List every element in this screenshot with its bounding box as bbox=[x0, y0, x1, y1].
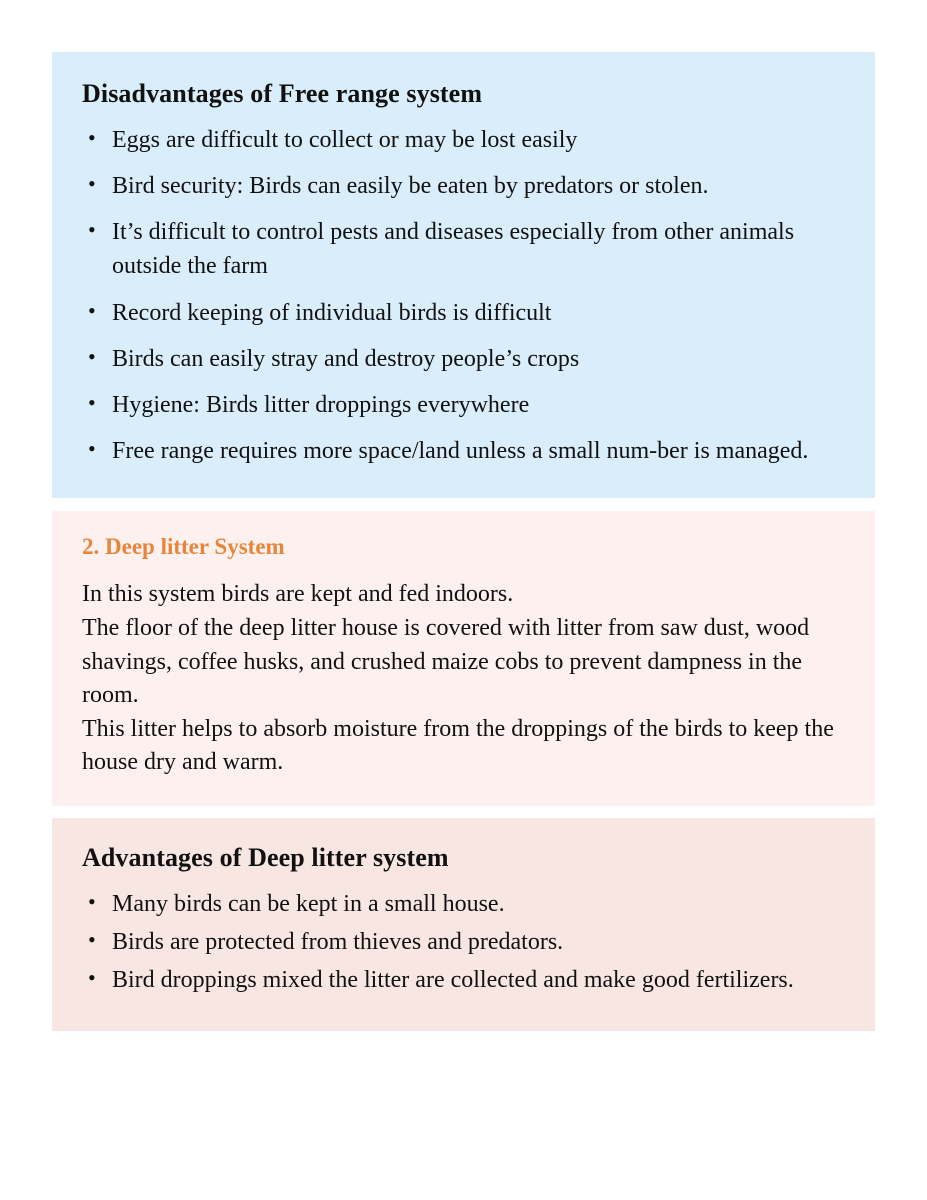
advantages-list bbox=[82, 887, 845, 997]
section-heading: Disadvantages of Free range system bbox=[82, 79, 483, 108]
list-item: • Bird security: Birds can easily be eaten by predators or stolen. bbox=[82, 169, 845, 203]
list-item: • Birds are protected from thieves and predators. bbox=[82, 925, 845, 959]
paragraph: This litter helps to absorb moisture from the droppings of the birds to keep the house dry and warm. bbox=[82, 715, 834, 776]
list-item: • Birds can easily stray and destroy people’s crops bbox=[82, 342, 845, 376]
list-item: • Hygiene: Birds litter droppings everywhere bbox=[82, 388, 845, 422]
section-disadvantages-free-range bbox=[52, 52, 875, 498]
list-item: • It’s difficult to control pests and diseases especially from other animals outside the farm bbox=[82, 215, 845, 283]
section-heading: 2. Deep litter System bbox=[82, 533, 285, 559]
list-item: • Bird droppings mixed the litter are collected and make good fertilizers. bbox=[82, 963, 845, 997]
list-item: • Eggs are difficult to collect or may be lost easily bbox=[82, 123, 845, 157]
paragraph: The floor of the deep litter house is covered with litter from saw dust, wood shavings, coffee husks, and crushed maize cobs to prevent dampness in the room. bbox=[82, 615, 810, 709]
disadvantages-list bbox=[82, 123, 845, 468]
list-item: • Free range requires more space/land unless a small num-ber is managed. bbox=[82, 434, 845, 468]
list-item: • Record keeping of individual birds is difficult bbox=[82, 296, 845, 330]
section-deep-litter-system bbox=[52, 511, 875, 806]
section-heading: Advantages of Deep litter system bbox=[82, 842, 449, 872]
list-item: • Many birds can be kept in a small house. bbox=[82, 887, 845, 921]
section-advantages-deep-litter bbox=[52, 818, 875, 1031]
paragraph: In this system birds are kept and fed indoors. bbox=[82, 581, 514, 608]
